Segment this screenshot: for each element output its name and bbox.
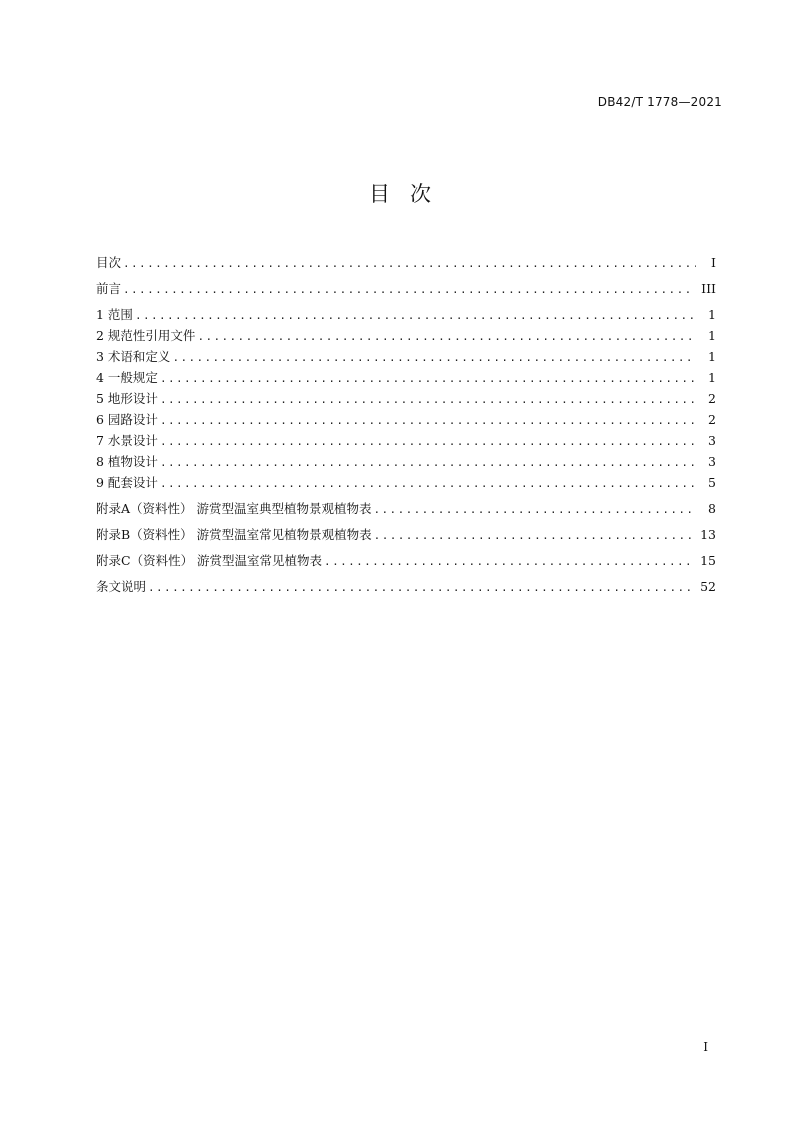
toc-entry-section-4[interactable] <box>96 367 716 388</box>
dot-leader <box>123 279 695 300</box>
toc-entry-label: 附录A（资料性） 游赏型温室典型植物景观植物表 <box>96 501 372 516</box>
dot-leader <box>160 452 696 473</box>
toc-entry-label: 1 范围 <box>96 307 133 322</box>
dot-leader <box>160 368 696 389</box>
toc-entry-page: I <box>711 255 716 270</box>
dot-leader <box>160 473 696 494</box>
dot-leader <box>160 410 696 431</box>
toc-entry-page: 3 <box>708 454 716 469</box>
dot-leader <box>197 326 696 347</box>
toc-entry-label: 7 水景设计 <box>96 433 158 448</box>
toc-entry-label: 6 园路设计 <box>96 412 158 427</box>
toc-entry-appendix-b[interactable] <box>96 524 716 545</box>
toc-entry-contents[interactable] <box>96 252 716 273</box>
page-title: 目次 <box>369 182 451 206</box>
toc-entry-label: 2 规范性引用文件 <box>96 328 196 343</box>
toc-entry-appendix-a[interactable] <box>96 498 716 519</box>
toc-entry-page: 3 <box>708 433 716 448</box>
toc-entry-foreword[interactable] <box>96 278 716 299</box>
dot-leader <box>374 499 696 520</box>
toc-entry-page: 5 <box>708 475 716 490</box>
toc-entry-label: 目次 <box>96 255 122 270</box>
document-code: DB42/T 1778—2021 <box>597 95 722 109</box>
toc-entry-label: 4 一般规定 <box>96 370 158 385</box>
toc-entry-section-7[interactable] <box>96 430 716 451</box>
toc-entry-section-9[interactable] <box>96 472 716 493</box>
toc-entry-page: 8 <box>708 501 716 516</box>
dot-leader <box>160 389 696 410</box>
toc-entry-label: 9 配套设计 <box>96 475 158 490</box>
toc-entry-label: 前言 <box>96 281 122 296</box>
dot-leader <box>123 253 696 274</box>
toc-entry-label: 8 植物设计 <box>96 454 158 469</box>
dot-leader <box>135 305 696 326</box>
table-of-contents <box>96 252 716 597</box>
toc-entry-page: 1 <box>708 307 716 322</box>
toc-entry-page: 1 <box>708 349 716 364</box>
toc-entry-page: 2 <box>708 412 716 427</box>
toc-entry-section-2[interactable] <box>96 325 716 346</box>
dot-leader <box>374 525 694 546</box>
toc-entry-page: III <box>701 281 716 296</box>
toc-entry-section-6[interactable] <box>96 409 716 430</box>
toc-entry-page: 1 <box>708 370 716 385</box>
toc-entry-label: 附录B（资料性） 游赏型温室常见植物景观植物表 <box>96 527 372 542</box>
dot-leader <box>324 551 694 572</box>
page-number: I <box>703 1040 708 1054</box>
dot-leader <box>160 431 696 452</box>
toc-entry-label: 附录C（资料性） 游赏型温室常见植物表 <box>96 553 323 568</box>
toc-entry-page: 2 <box>708 391 716 406</box>
toc-entry-page: 15 <box>700 553 716 568</box>
toc-entry-page: 1 <box>708 328 716 343</box>
toc-entry-page: 52 <box>700 579 716 594</box>
toc-entry-section-1[interactable] <box>96 304 716 325</box>
toc-entry-label: 条文说明 <box>96 579 147 594</box>
toc-entry-appendix-c[interactable] <box>96 550 716 571</box>
dot-leader <box>148 577 694 598</box>
toc-entry-section-8[interactable] <box>96 451 716 472</box>
toc-entry-section-5[interactable] <box>96 388 716 409</box>
toc-entry-section-3[interactable] <box>96 346 716 367</box>
toc-entry-explanation[interactable] <box>96 576 716 597</box>
toc-entry-label: 5 地形设计 <box>96 391 158 406</box>
toc-entry-page: 13 <box>700 527 716 542</box>
toc-entry-label: 3 术语和定义 <box>96 349 171 364</box>
dot-leader <box>172 347 696 368</box>
